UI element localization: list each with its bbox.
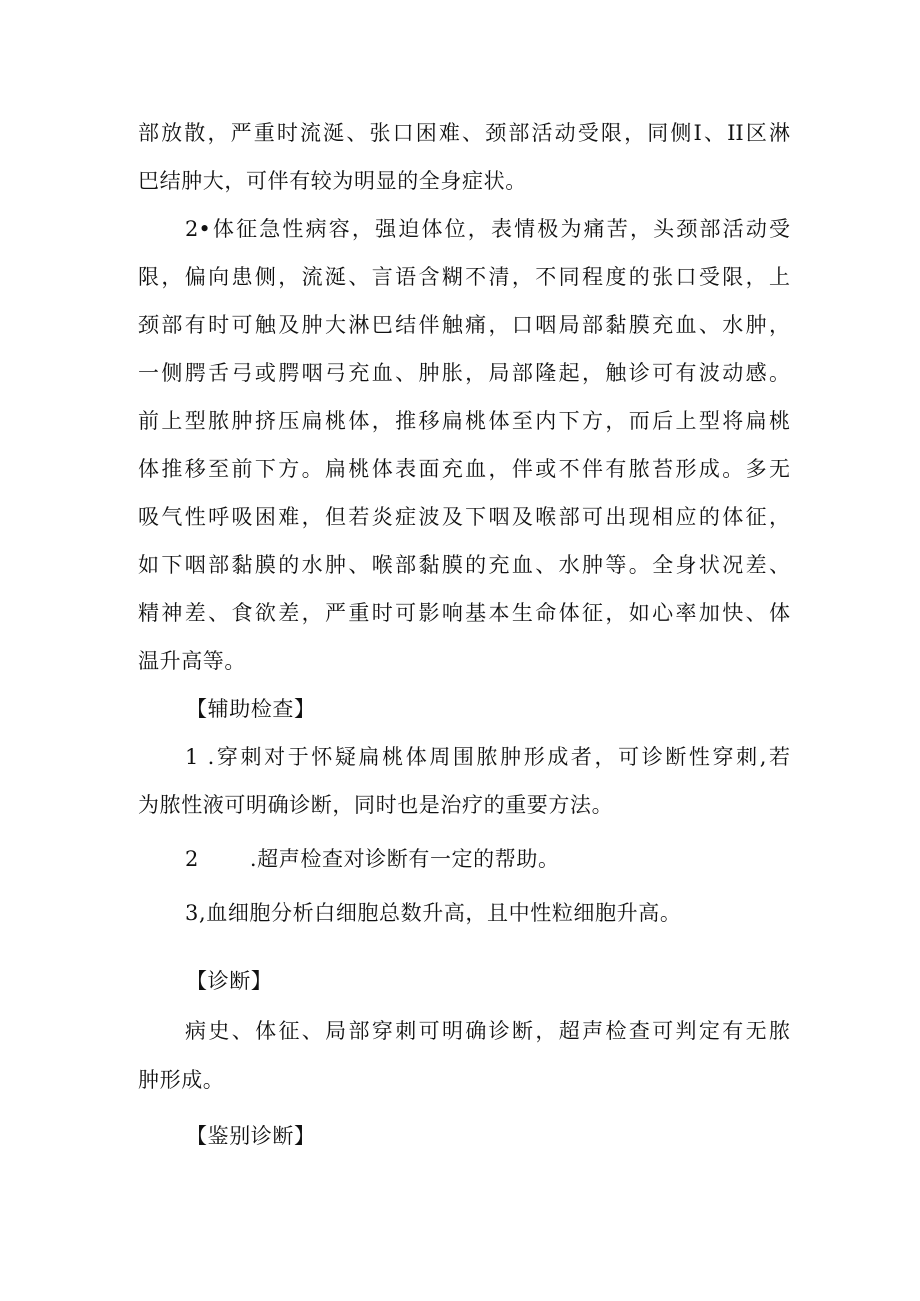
paragraph-2-line-3: 颈部有时可触及肿大淋巴结伴触痛，口咽局部黏膜充血、水肿， bbox=[138, 313, 790, 337]
diagnosis-line-2: 肿形成。 bbox=[138, 1068, 225, 1092]
paragraph-2-line-10: 温升高等。 bbox=[138, 649, 246, 673]
paragraph-2-line-9: 精神差、食欲差，严重时可影响基本生命体征，如心率加快、体 bbox=[138, 601, 790, 625]
paragraph-2-line-2: 限，偏向患侧，流涎、言语含糊不清，不同程度的张口受限，上 bbox=[138, 265, 790, 289]
aux-item-1-line-2: 为脓性液可明确诊断，同时也是治疗的重要方法。 bbox=[138, 793, 614, 817]
paragraph-2-line-7: 吸气性呼吸困难，但若炎症波及下咽及喉部可出现相应的体征， bbox=[138, 505, 790, 529]
aux-item-2: 2 .超声检查对诊断有一定的帮助。 bbox=[185, 847, 560, 871]
section-heading-differential-diagnosis: 【鉴别诊断】 bbox=[186, 1124, 316, 1148]
paragraph-2-line-6: 体推移至前下方。扁桃体表面充血，伴或不伴有脓苔形成。多无 bbox=[138, 457, 790, 481]
paragraph-2-line-8: 如下咽部黏膜的水肿、喉部黏膜的充血、水肿等。全身状况差、 bbox=[138, 553, 790, 577]
paragraph-2-line-1: 2•体征急性病容，强迫体位，表情极为痛苦，头颈部活动受 bbox=[185, 217, 790, 241]
section-heading-auxiliary-exam: 【辅助检查】 bbox=[186, 697, 316, 721]
aux-item-1-line-1: 1 .穿刺对于怀疑扁桃体周围脓肿形成者，可诊断性穿刺,若 bbox=[185, 745, 790, 769]
section-heading-diagnosis: 【诊断】 bbox=[186, 969, 273, 993]
paragraph-1-line-1: 部放散，严重时流涎、张口困难、颈部活动受限，同侧I、II区淋 bbox=[138, 121, 790, 145]
paragraph-2-line-5: 前上型脓肿挤压扁桃体，推移扁桃体至内下方，而后上型将扁桃 bbox=[138, 409, 790, 433]
paragraph-1-line-2: 巴结肿大，可伴有较为明显的全身症状。 bbox=[138, 169, 527, 193]
diagnosis-line-1: 病史、体征、局部穿刺可明确诊断，超声检查可判定有无脓 bbox=[185, 1019, 790, 1043]
paragraph-2-line-4: 一侧腭舌弓或腭咽弓充血、肿胀，局部隆起，触诊可有波动感。 bbox=[138, 361, 790, 385]
aux-item-3: 3,血细胞分析白细胞总数升高，且中性粒细胞升高。 bbox=[185, 901, 682, 925]
